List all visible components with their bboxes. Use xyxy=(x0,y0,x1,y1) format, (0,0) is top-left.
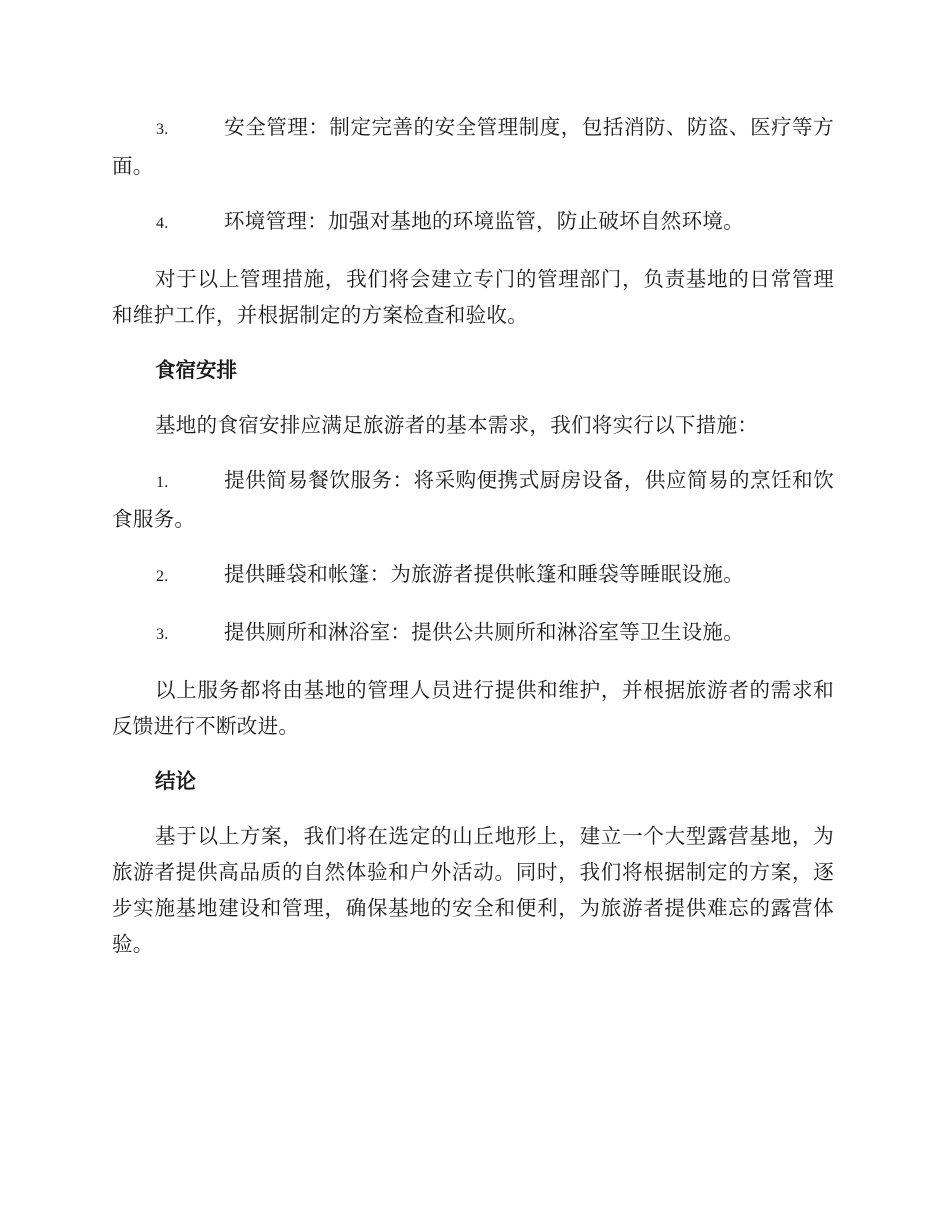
conclusion-paragraph: 基于以上方案，我们将在选定的山丘地形上，建立一个大型露营基地，为旅游者提供高品质的自然体验和户外活动。同时，我们将根据制定的方案，逐步实施基地建设和管理，确保基地的安全和便利，为旅游者提供难忘的露营体验。 xyxy=(112,824,834,956)
list-item xyxy=(112,109,834,184)
section-heading-lodging: 食宿安排 xyxy=(155,358,237,382)
list-item xyxy=(112,203,834,242)
lodging-summary-paragraph: 以上服务都将由基地的管理人员进行提供和维护，并根据旅游者的需求和反馈进行不断改进。 xyxy=(112,678,834,738)
list-item xyxy=(112,614,834,653)
list-item xyxy=(112,556,834,595)
list-number: 4. xyxy=(156,215,169,232)
list-number: 1. xyxy=(156,474,169,491)
list-item-text: 环境管理：加强对基地的环境监管，防止破坏自然环境。 xyxy=(224,209,744,233)
lodging-intro-paragraph: 基地的食宿安排应满足旅游者的基本需求，我们将实行以下措施： xyxy=(155,413,759,437)
document-body xyxy=(112,109,834,962)
list-item-text: 提供睡袋和帐篷：为旅游者提供帐篷和睡袋等睡眠设施。 xyxy=(224,562,744,586)
list-number: 3. xyxy=(156,626,169,643)
list-number: 2. xyxy=(156,568,169,585)
list-item-text: 安全管理：制定完善的安全管理制度，包括消防、防盗、医疗等方面。 xyxy=(112,115,834,178)
list-number: 3. xyxy=(156,121,169,138)
management-summary-paragraph: 对于以上管理措施，我们将会建立专门的管理部门，负责基地的日常管理和维护工作，并根据制定的方案检查和验收。 xyxy=(112,267,834,327)
list-item-text: 提供厕所和淋浴室：提供公共厕所和淋浴室等卫生设施。 xyxy=(224,620,744,644)
list-item xyxy=(112,462,834,537)
list-item-text: 提供简易餐饮服务：将采购便携式厨房设备，供应简易的烹饪和饮食服务。 xyxy=(112,468,834,531)
section-heading-conclusion: 结论 xyxy=(155,769,196,793)
